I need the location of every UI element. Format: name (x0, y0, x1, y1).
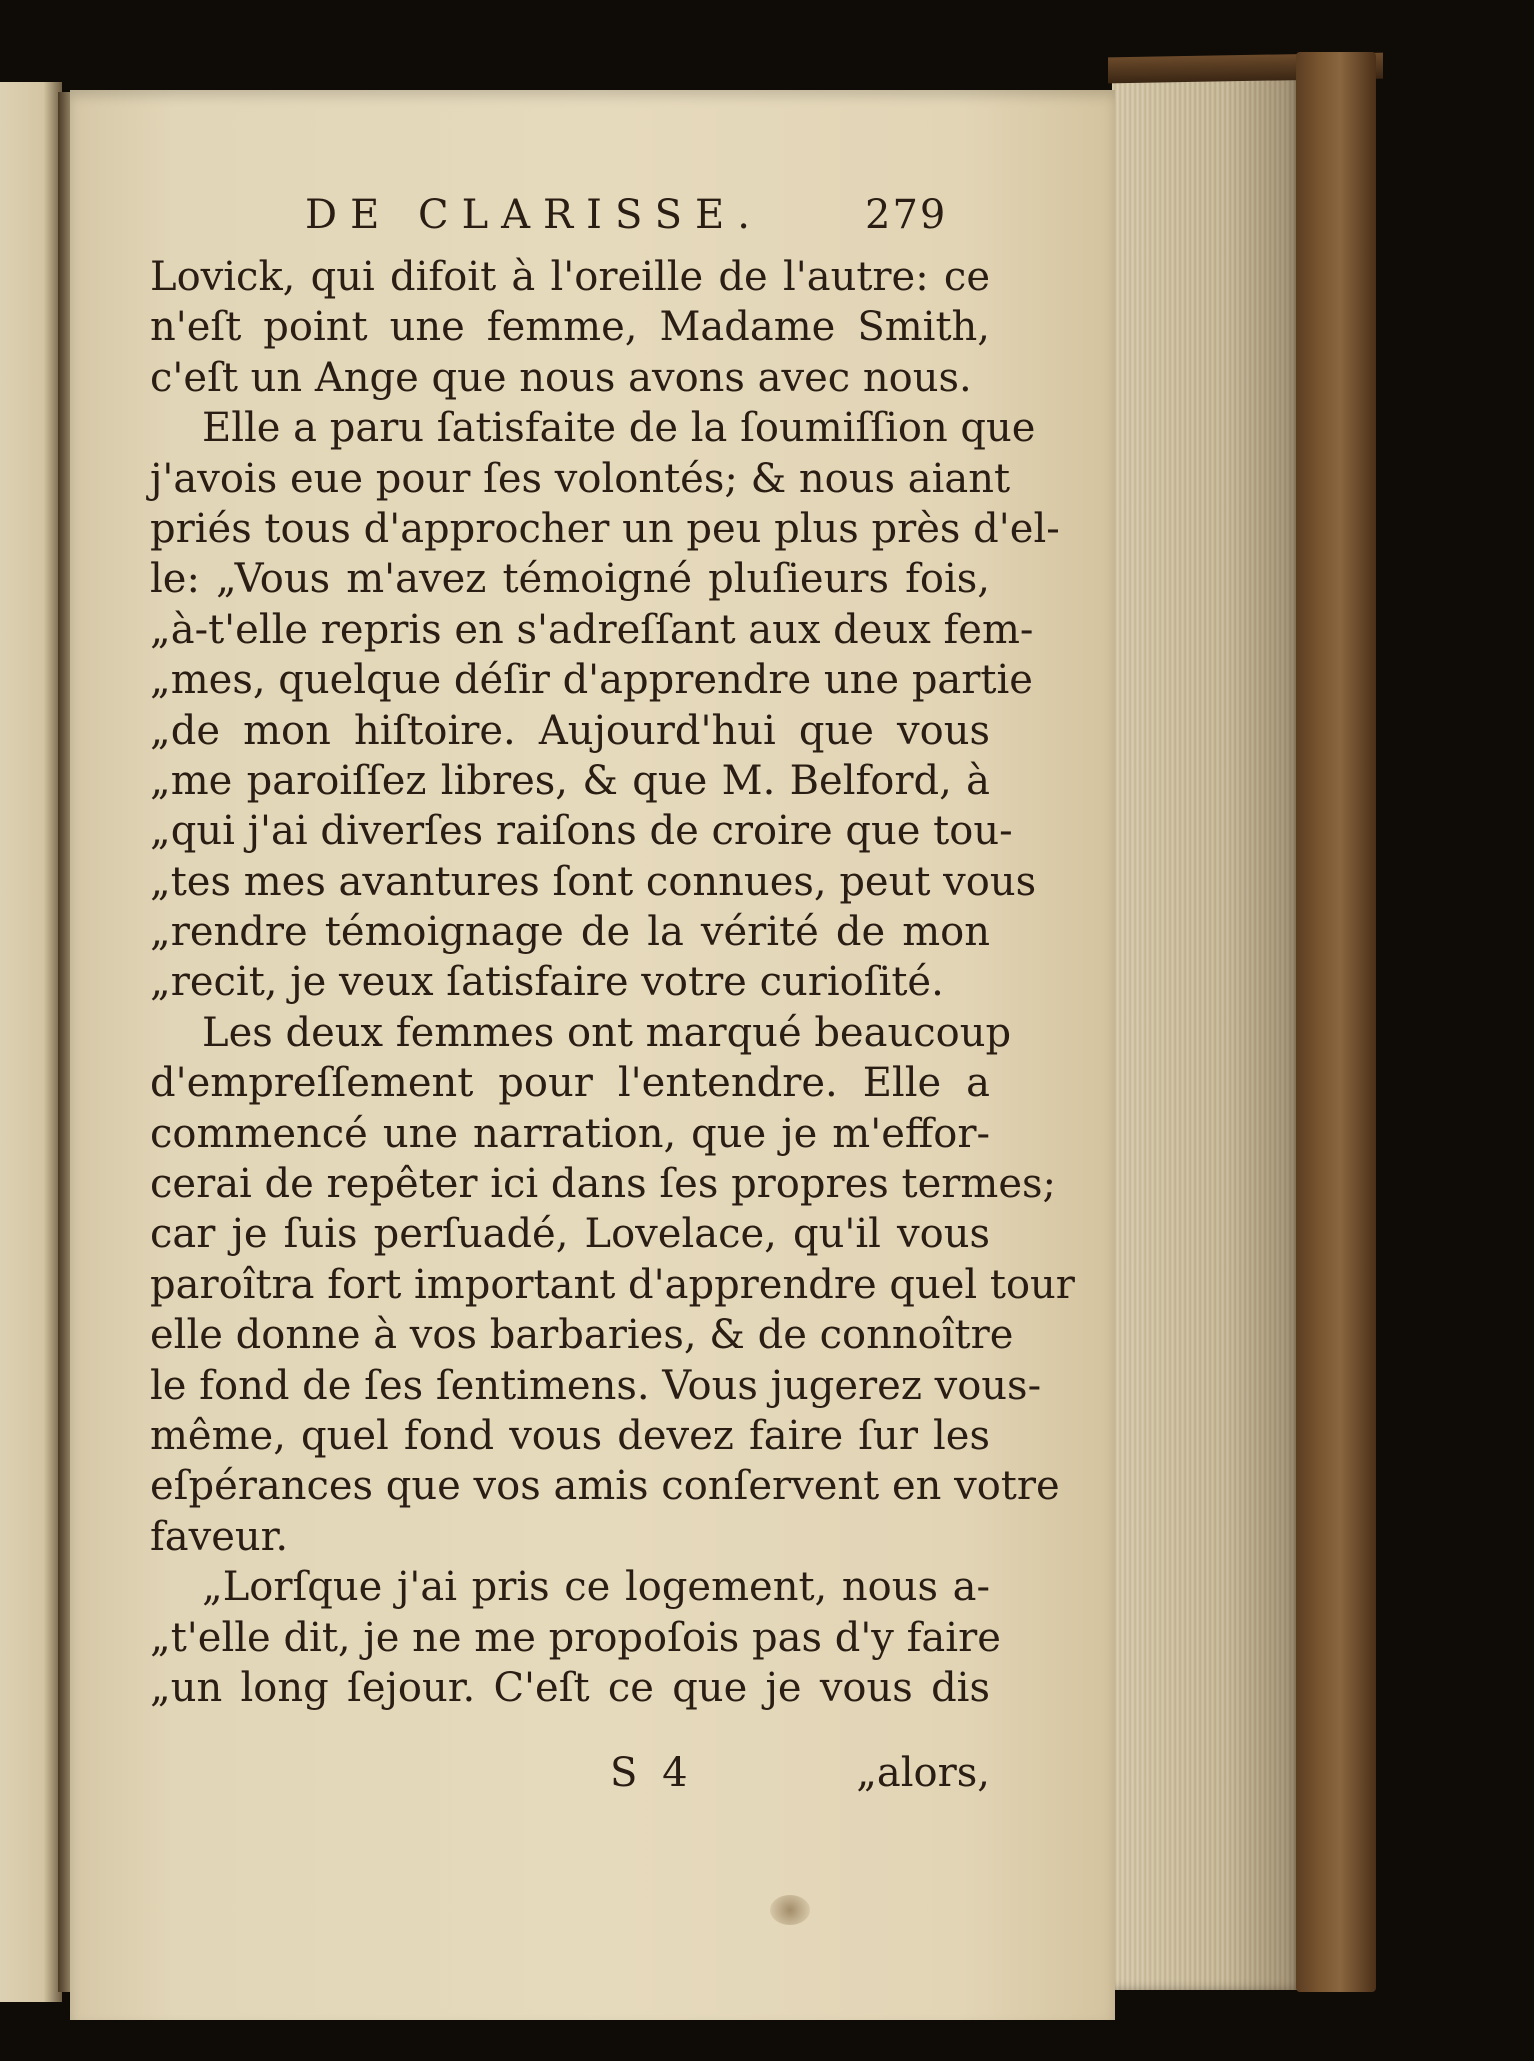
text-line: „un long ſejour. C'eſt ce que je vous dis (150, 1664, 990, 1711)
text-line: „rendre témoignage de la vérité de mon (150, 909, 990, 956)
text-line: „tes mes avantures ſont connues, peut vous (150, 858, 1037, 905)
facing-page-edge (0, 82, 62, 2002)
text-line: même, quel fond vous devez faire ſur les (150, 1412, 990, 1459)
text-line: faveur. (150, 1513, 289, 1560)
page-fore-edges-shade (1112, 70, 1302, 1990)
text-line: j'avois eue pour ſes volontés; & nous aiant (150, 455, 1011, 502)
text-line: „t'elle dit, je ne me propoſois pas d'y faire (150, 1614, 1001, 1661)
text-line: paroîtra fort important d'apprendre quel tour (150, 1261, 1075, 1308)
text-line: Lovick, qui difoit à l'oreille de l'autre: ce (150, 254, 990, 300)
text-line: le: „Vous m'avez témoigné pluſieurs fois, (150, 556, 990, 603)
leather-binding (1296, 52, 1376, 1992)
text-line: c'eſt un Ange que nous avons avec nous. (150, 354, 972, 401)
text-line: „qui j'ai diverſes raiſons de croire que tou- (150, 808, 1013, 855)
text-line: „recit, je veux ſatisfaire votre curioſité. (150, 959, 944, 1006)
text-line: „de mon hiſtoire. Aujourd'hui que vous (150, 707, 990, 754)
text-line: le fond de ſes ſentimens. Vous jugerez vous- (150, 1362, 1042, 1409)
running-head: DE CLARISSE. (305, 192, 763, 238)
text-line: commencé une narration, que je m'effor- (150, 1110, 990, 1157)
text-line: Elle a paru ſatisfaite de la ſoumiſſion que (202, 405, 1036, 452)
page-header (305, 192, 1005, 242)
body-text (150, 252, 1075, 1713)
text-line: car je ſuis perſuadé, Lovelace, qu'il vous (150, 1211, 990, 1258)
text-line: „mes, quelque déſir d'apprendre une partie (150, 657, 1033, 704)
text-line: „me paroiſſez libres, & que M. Belford, à (150, 757, 990, 804)
text-line: d'empreſſement pour l'entendre. Elle a (150, 1060, 990, 1107)
signature-mark: S 4 (610, 1750, 694, 1796)
text-line: priés tous d'approcher un peu plus près d'el- (150, 505, 1060, 552)
text-line: cerai de repêter ici dans ſes propres termes; (150, 1161, 1056, 1208)
text-line: Les deux femmes ont marqué beaucoup (202, 1009, 1012, 1056)
text-line: „Lorſque j'ai pris ce logement, nous a- (202, 1564, 990, 1611)
text-line: n'eſt point une femme, Madame Smith, (150, 304, 990, 351)
text-line: elle donne à vos barbaries, & de connoître (150, 1312, 1014, 1359)
catchword: „alors, (856, 1750, 990, 1796)
text-line: „à-t'elle repris en s'adreſſant aux deux fem- (150, 606, 1034, 653)
page-footer (150, 1750, 990, 1800)
paper-stain (770, 1895, 810, 1925)
text-line: eſpérances que vos amis conſervent en votre (150, 1463, 1060, 1510)
page-number: 279 (865, 192, 948, 238)
